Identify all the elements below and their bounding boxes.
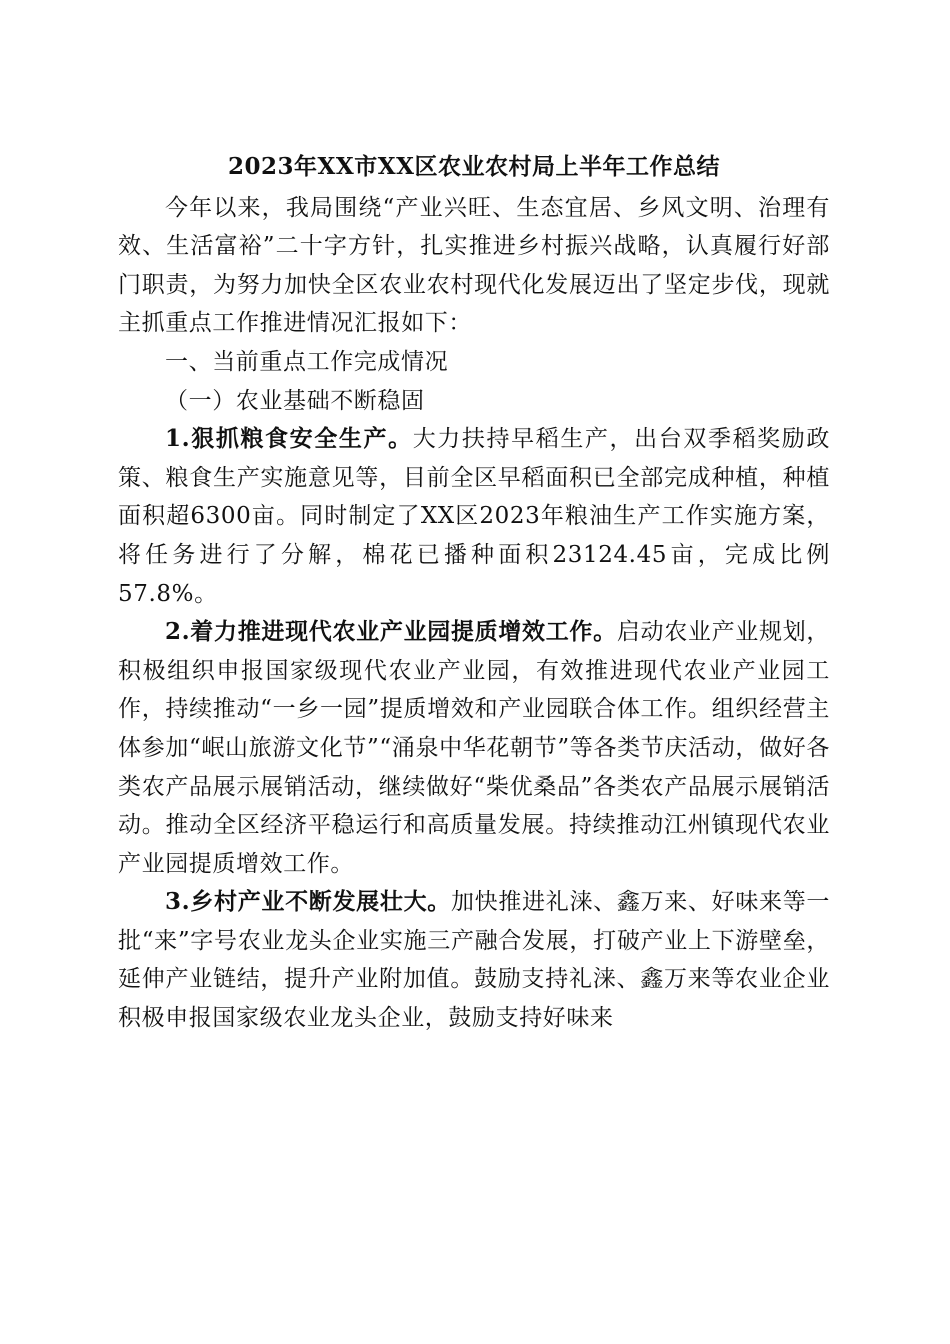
item-body: 加快推进礼涞、鑫万来、好味来等一批“来”字号农业龙头企业实施三产融合发展，打破产业上下游壁垒，延伸产业链结，提升产业附加值。鼓励支持礼涞、鑫万来等农业企业积极申报国家级农业龙头企业，鼓励支持好味来 [118, 889, 831, 1032]
item-lead: 3.乡村产业不断发展壮大。 [165, 888, 451, 916]
document-page [118, 148, 830, 1038]
item-paragraph [118, 613, 830, 883]
item-paragraph [118, 420, 830, 613]
intro-paragraph: 今年以来，我局围绕“产业兴旺、生态宜居、乡风文明、治理有效、生活富裕”二十字方针，扎实推进乡村振兴战略，认真履行好部门职责，为努力加快全区农业农村现代化发展迈出了坚定步伐，现就主抓重点工作推进情况汇报如下： [118, 194, 830, 337]
section-heading: 一、当前重点工作完成情况 [165, 348, 449, 375]
item-body: 大力扶持早稻生产，出台双季稻奖励政策、粮食生产实施意见等，目前全区早稻面积已全部完成种植，种植面积超6300亩。同时制定了XX区2023年粮油生产工作实施方案，将任务进行了分解，棉花已播种面积23124.45亩，完成比例57.8%。 [118, 426, 830, 607]
document-title: 2023年XX市XX区农业农村局上半年工作总结 [228, 153, 720, 180]
item-paragraph [118, 883, 830, 1037]
item-lead: 2.着力推进现代农业产业园提质增效工作。 [165, 618, 617, 646]
subsection-heading: （一）农业基础不断稳固 [165, 387, 425, 414]
item-body: 启动农业产业规划，积极组织申报国家级现代农业产业园，有效推进现代农业产业园工作，持续推动“一乡一园”提质增效和产业园联合体工作。组织经营主体参加“岷山旅游文化节”“涌泉中华花朝节”等各类节庆活动，做好各类农产品展示展销活动，继续做好“柴优桑品”各类农产品展示展销活动。推动全区经济平稳运行和高质量发展。持续推动江州镇现代农业产业园提质增效工作。 [118, 619, 830, 877]
item-lead: 1.狠抓粮食安全生产。 [165, 425, 413, 453]
